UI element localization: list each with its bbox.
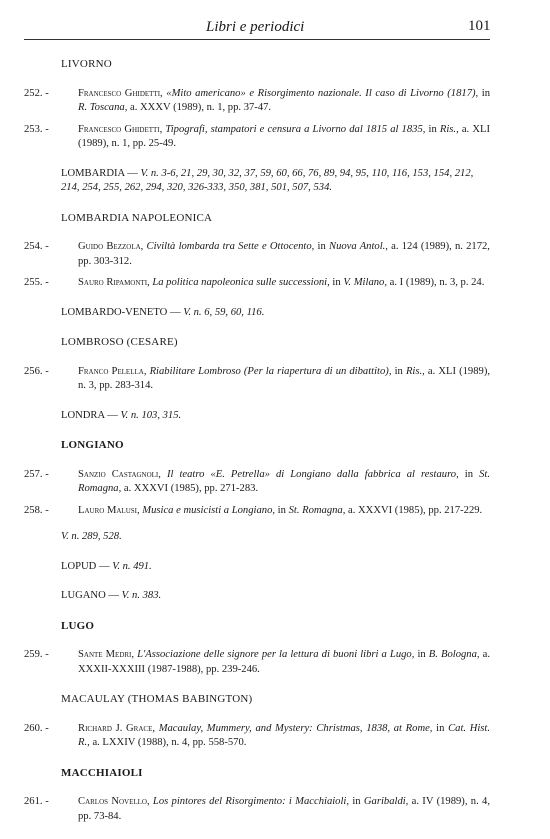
entry-number: 259. - [24,648,74,663]
cross-reference [0,589,550,604]
section [0,438,550,604]
bibliography-entry [0,795,550,824]
cross-reference-numbers: V. n. 383. [122,590,162,601]
entry-details: a. XLI (1989), n. 1, pp. 25-49. [78,124,490,150]
entry-venue: R. Toscana, [78,102,127,113]
entry-venue: Ris., [406,366,425,377]
entry-author: Francesco Ghidetti, [78,88,163,99]
running-head-title: Libri e periodici [206,19,304,36]
entry-number: 257. - [24,468,74,483]
entry-author: Lauro Malusi, [78,505,140,516]
section [0,619,550,693]
entry-title: Musica e musicisti a Longiano, [142,505,275,516]
entry-number: 255. - [24,276,74,291]
entry-number: 252. - [24,87,74,102]
entry-title: «Mito americano» e Risorgimento nazionale. Il caso di Livorno (1817), [166,88,478,99]
entry-venue: St. Romagna, [289,505,346,516]
bibliography-entry [0,87,550,116]
section-heading: LIVORNO [0,57,550,72]
entry-number: 258. - [24,504,74,519]
entry-in: in [318,241,326,252]
entry-title: Los pintores del Risorgimento: i Macchiaioli, [153,796,349,807]
cross-reference [0,409,550,424]
entry-author: Richard J. Grace, [78,723,155,734]
entry-in: in [395,366,403,377]
section-heading: LOMBARDIA NAPOLEONICA [0,211,550,226]
cross-reference-numbers: V. n. 289, 528. [61,531,122,542]
entry-number: 260. - [24,722,74,737]
bibliography-entry [0,276,550,291]
entry-author: Francesco Ghidetti, [78,124,162,135]
page-number: 101 [468,18,491,35]
section [0,692,550,766]
section-heading: MACCHIAIOLI [0,766,550,781]
section [0,766,550,839]
section-heading: LONGIANO [0,438,550,453]
entry-venue: Cat. Hist. R., [78,723,490,749]
entry-venue: Nuova Antol., [329,241,388,252]
cross-reference-numbers: V. n. 491. [112,561,152,572]
entry-number: 256. - [24,365,74,380]
entry-details: a. LXXIV (1988), n. 4, pp. 558-570. [92,737,246,748]
entry-author: Carlos Novello, [78,796,150,807]
cross-reference-numbers: V. n. 103, 315. [120,410,181,421]
entry-title: Tipografi, stampatori e censura a Livorno dal 1815 al 1835, [165,124,425,135]
bibliography-entry [0,504,550,519]
section [0,57,550,196]
cross-reference-label: LOPUD — [61,561,110,572]
entry-venue: St. Romagna, [78,469,490,495]
entry-title: Riabilitare Lombroso (Per la riapertura di un dibattito), [150,366,392,377]
section [0,211,550,321]
entry-author: Franco Pelella, [78,366,146,377]
entry-details: a. XXXVI (1985), pp. 271-283. [124,483,258,494]
entry-title: Civiltà lombarda tra Sette e Ottocento, [147,241,315,252]
bibliography-entry [0,468,550,497]
cross-reference [0,167,550,196]
entry-title: La politica napoleonica sulle successioni, [152,277,329,288]
entry-in: in [352,796,360,807]
entry-venue: V. Milano, [343,277,387,288]
entry-title: L'Associazione delle signore per la lettura di buoni libri a Lugo, [137,649,414,660]
entry-venue: Ris., [440,124,459,135]
entry-author: Sauro Ripamonti, [78,277,150,288]
entry-in: in [278,505,286,516]
bibliography-content [0,57,550,839]
header-rule [24,39,490,40]
entry-details: a. XLI (1989), n. 3, pp. 283-314. [78,366,490,392]
cross-reference-label: LONDRA — [61,410,118,421]
entry-venue: B. Bologna, [429,649,480,660]
entry-in: in [465,469,473,480]
bibliography-entry [0,648,550,677]
entry-title: Il teatro «E. Petrella» di Longiano dalla fabbrica al restauro, [167,469,459,480]
entry-in: in [482,88,490,99]
entry-author: Sante Medri, [78,649,134,660]
cross-reference-label: LOMBARDIA — [61,168,138,179]
bibliography-entry [0,123,550,152]
entry-author: Sanzio Castagnoli, [78,469,161,480]
entry-details: a. XXXII-XXXIII (1987-1988), pp. 239-246. [78,649,490,675]
entry-number: 253. - [24,123,74,138]
entry-details: a. IV (1989), n. 4, pp. 73-84. [78,796,490,822]
cross-reference-numbers: V. n. 3-6, 21, 29, 30, 32, 37, 59, 60, 66, 76, 89, 94, 95, 110, 116, 153, 154, 212, 214, 254, 255, 262, 294, 320, 326-333, 350, 381, 501, 507, 534. [61,168,473,194]
entry-number: 261. - [24,795,74,810]
entry-in: in [332,277,340,288]
section-heading: MACAULAY (THOMAS BABINGTON) [0,692,550,707]
cross-reference [0,560,550,575]
bibliography-entry [0,365,550,394]
entry-details: a. XXXV (1989), n. 1, pp. 37-47. [130,102,271,113]
entry-details: a. XXXVI (1985), pp. 217-229. [348,505,482,516]
cross-reference [0,306,550,321]
entry-venue: Garibaldi, [364,796,408,807]
entry-in: in [417,649,425,660]
cross-reference-label: LUGANO — [61,590,119,601]
bibliography-entry [0,240,550,269]
section-heading: LOMBROSO (CESARE) [0,335,550,350]
cross-reference-numbers: V. n. 6, 59, 60, 116. [183,307,264,318]
section [0,335,550,423]
bibliography-entry [0,722,550,751]
entry-details: a. I (1989), n. 3, p. 24. [390,277,485,288]
entry-number: 254. - [24,240,74,255]
section-heading: LUGO [0,619,550,634]
entry-in: in [429,124,437,135]
cross-reference [0,530,550,545]
entry-title: Macaulay, Mummery, and Mystery: Christmas, 1838, at Rome, [159,723,433,734]
entry-details: a. 124 (1989), n. 2172, pp. 303-312. [78,241,490,267]
entry-author: Guido Bezzola, [78,241,143,252]
cross-reference-label: LOMBARDO-VENETO — [61,307,181,318]
entry-in: in [436,723,444,734]
